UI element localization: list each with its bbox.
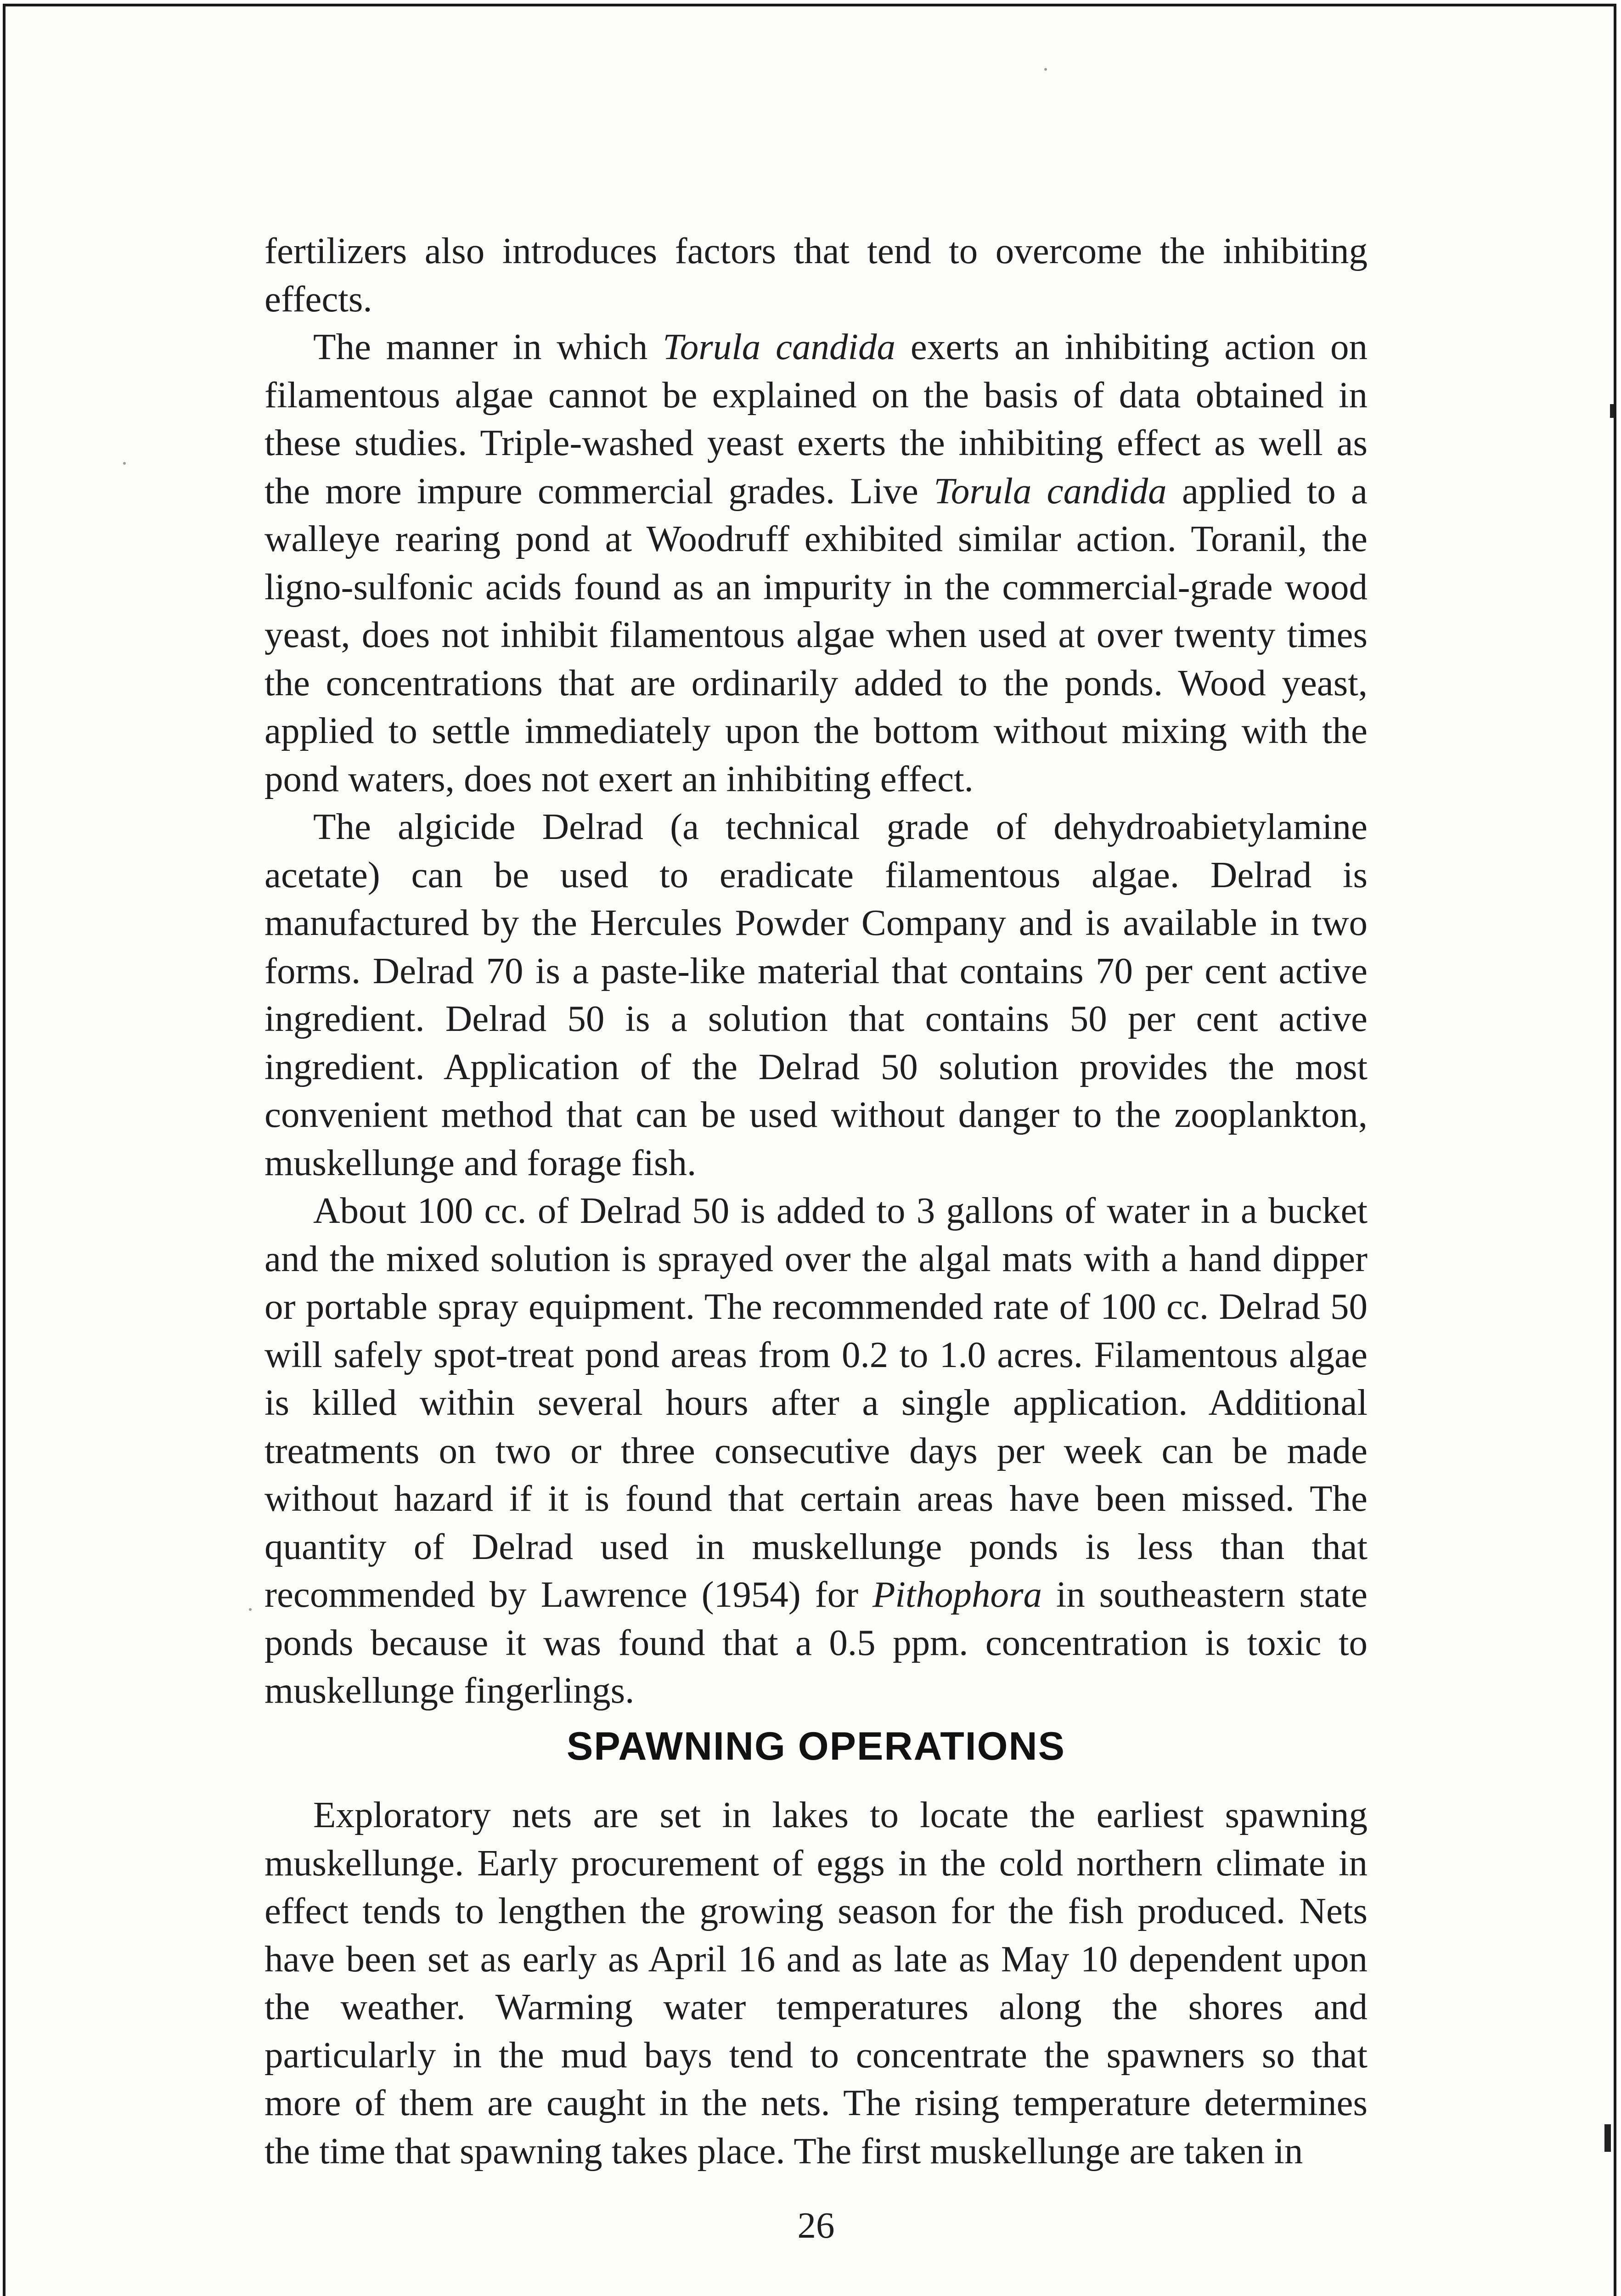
text-run: exerts an inhibiting action on filamentous algae cannot be explained on the basis of data obtained in these studies. Triple-washed yeast exerts the inhibiting effect as well as the more impure commercial grades. Live — [265, 326, 1368, 512]
text-run: applied to a walleye rearing pond at Woodruff exhibited similar action. Toranil, the ligno-sulfonic acids found as an impurity in the commercial-grade wood yeast, does not inhibit filamentous algae when used at over twenty times the concentrations that are ordinarily added to the ponds. Wood yeast, applied to settle immediately upon the bottom without mixing with the pond waters, does not exert an inhibiting effect. — [265, 470, 1368, 799]
text-run: in southeastern state ponds because it was found that a 0.5 ppm. concentration is toxic to muskellunge fingerlings. — [265, 1574, 1368, 1711]
scan-edge-mark — [1604, 2124, 1611, 2152]
text-run: fertilizers also introduces factors that tend to overcome the inhibiting effects. — [265, 230, 1368, 320]
scan-edge-mark — [1610, 404, 1614, 418]
body-text-top — [265, 227, 1368, 1715]
body-text-bottom — [265, 1791, 1368, 2175]
scan-speck — [249, 1608, 252, 1611]
paragraph — [265, 323, 1368, 803]
scan-speck — [1044, 68, 1047, 71]
italic-text: Torula candida — [663, 326, 896, 367]
text-run: Exploratory nets are set in lakes to locate the earliest spawning muskellunge. Early procurement of eggs in the cold northern climate in effect tends to lengthen the growing season for the fish produced. Nets have been set as early as April 16 and as late as May 10 dependent upon the weather. Warming water temperatures along the shores and particularly in the mud bays tend to concentrate the spawners so that more of them are caught in the nets. The rising temperature determines the time that spawning takes place. The first muskellunge are taken in — [265, 1794, 1368, 2172]
section-heading: SPAWNING OPERATIONS — [567, 1724, 1065, 1768]
text-run: The algicide Delrad (a technical grade of dehydroabietylamine acetate) can be used to eradicate filamentous algae. Delrad is manufactured by the Hercules Powder Company and is available in two forms. Delrad 70 is a paste-like material that contains 70 per cent active ingredient. Delrad 50 is a solution that contains 50 per cent active ingredient. Application of the Delrad 50 solution provides the most convenient method that can be used without danger to the zooplankton, muskellunge and forage fish. — [265, 806, 1368, 1183]
text-run: The manner in which — [313, 326, 663, 367]
italic-text: Pithophora — [872, 1574, 1042, 1615]
paragraph — [265, 1187, 1368, 1715]
paragraph — [265, 227, 1368, 323]
text-run: About 100 cc. of Delrad 50 is added to 3 gallons of water in a bucket and the mixed solution is sprayed over the algal mats with a hand dipper or portable spray equipment. The recommended rate of 100 cc. Delrad 50 will safely spot-treat pond areas from 0.2 to 1.0 acres. Filamentous algae is killed within several hours after a single application. Additional treatments on two or three consecutive days per week can be made without hazard if it is found that certain areas have been missed. The quantity of Delrad used in muskellunge ponds is less than that recommended by Lawrence (1954) for — [265, 1190, 1368, 1615]
scan-speck — [123, 462, 126, 465]
italic-text: Torula candida — [934, 470, 1167, 512]
paragraph — [265, 1791, 1368, 2175]
paragraph — [265, 803, 1368, 1187]
page-number: 26 — [797, 2205, 835, 2246]
